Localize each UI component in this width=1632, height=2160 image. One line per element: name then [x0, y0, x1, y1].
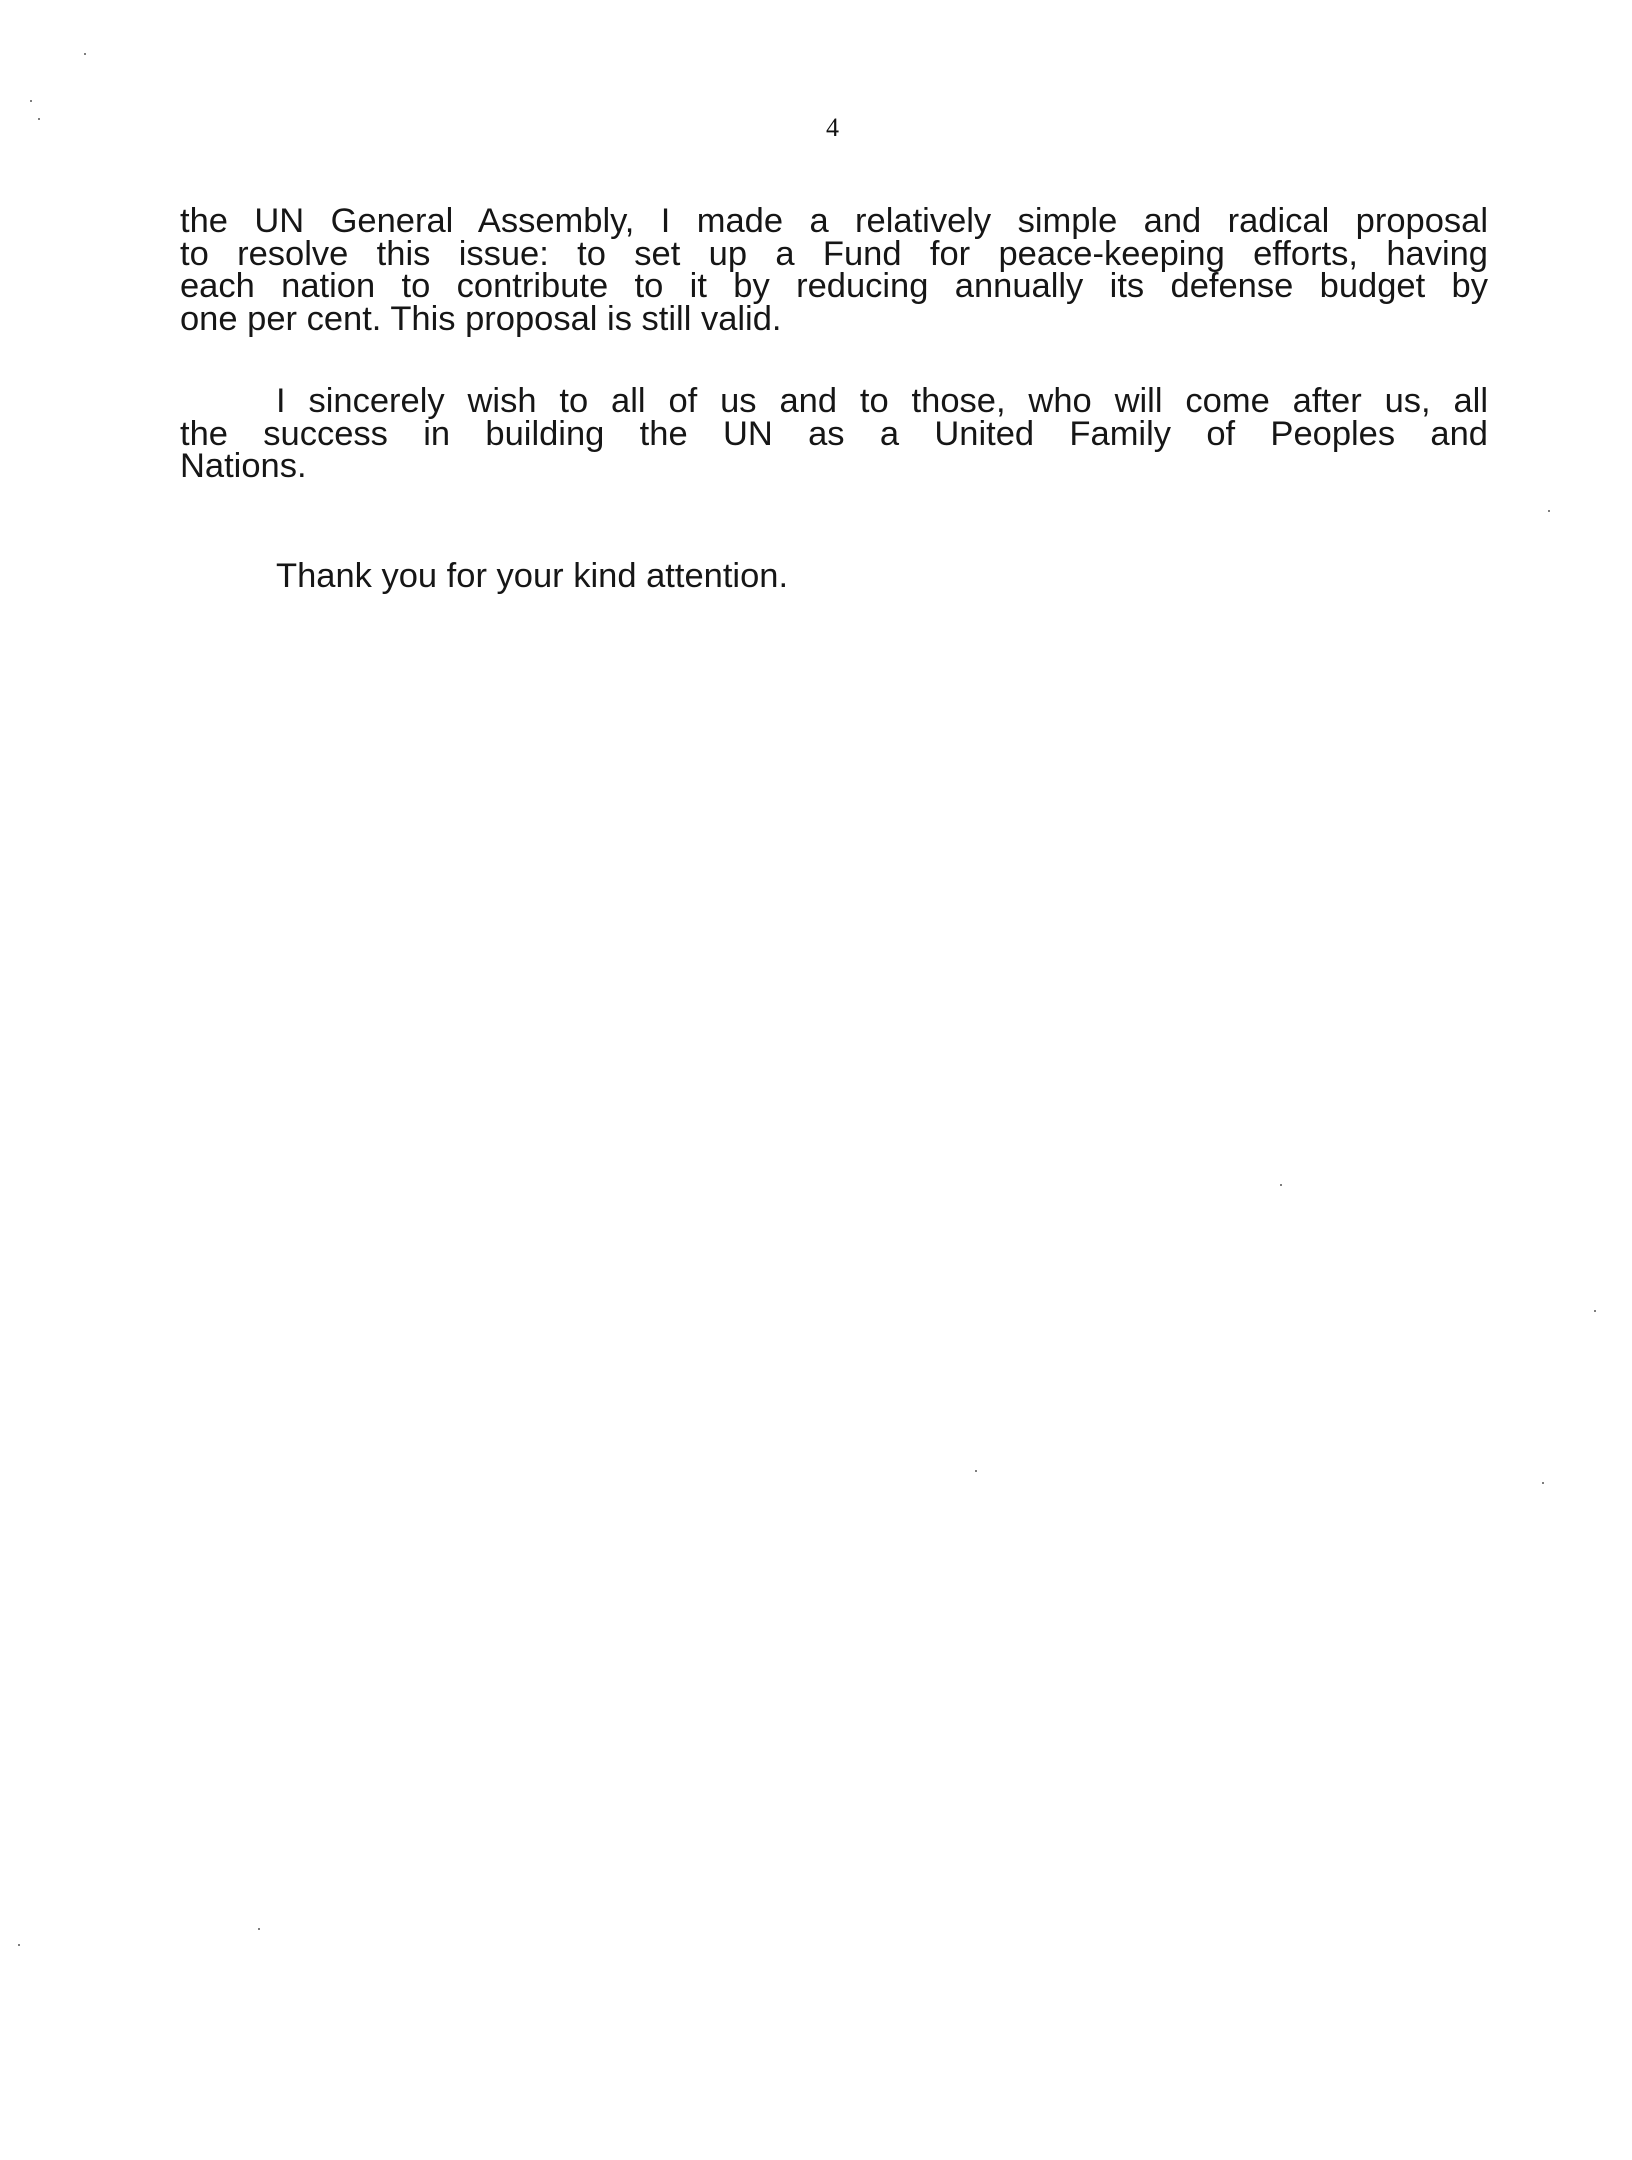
text-line: the UN General Assembly, I made a relatively simple and radical proposal [180, 202, 1488, 240]
page-number: 4 [826, 113, 839, 142]
scan-speck [1548, 510, 1550, 512]
text-line: one per cent. This proposal is still valid. [180, 299, 782, 338]
text-line: the success in building the UN as a United Family of Peoples and [180, 414, 1488, 453]
scan-speck [38, 118, 40, 120]
paragraph-closing-wish [180, 382, 1488, 485]
scan-speck [30, 100, 32, 102]
text-line: each nation to contribute to it by reducing annually its defense budget by [180, 267, 1488, 305]
paragraph-continuation [180, 202, 1488, 338]
scan-speck [1594, 1310, 1596, 1312]
scan-speck [84, 53, 86, 55]
text-line: I sincerely wish to all of us and to those, who will come after us, all [276, 382, 1488, 420]
text-line: Nations. [180, 447, 307, 485]
scan-speck [1542, 1482, 1544, 1484]
scan-speck [975, 1470, 977, 1472]
text-line: to resolve this issue: to set up a Fund for peace-keeping efforts, having [180, 234, 1488, 273]
scan-speck [258, 1928, 260, 1930]
scan-speck [1280, 1184, 1282, 1186]
scan-speck [18, 1944, 20, 1946]
closing-line: Thank you for your kind attention. [276, 557, 789, 595]
